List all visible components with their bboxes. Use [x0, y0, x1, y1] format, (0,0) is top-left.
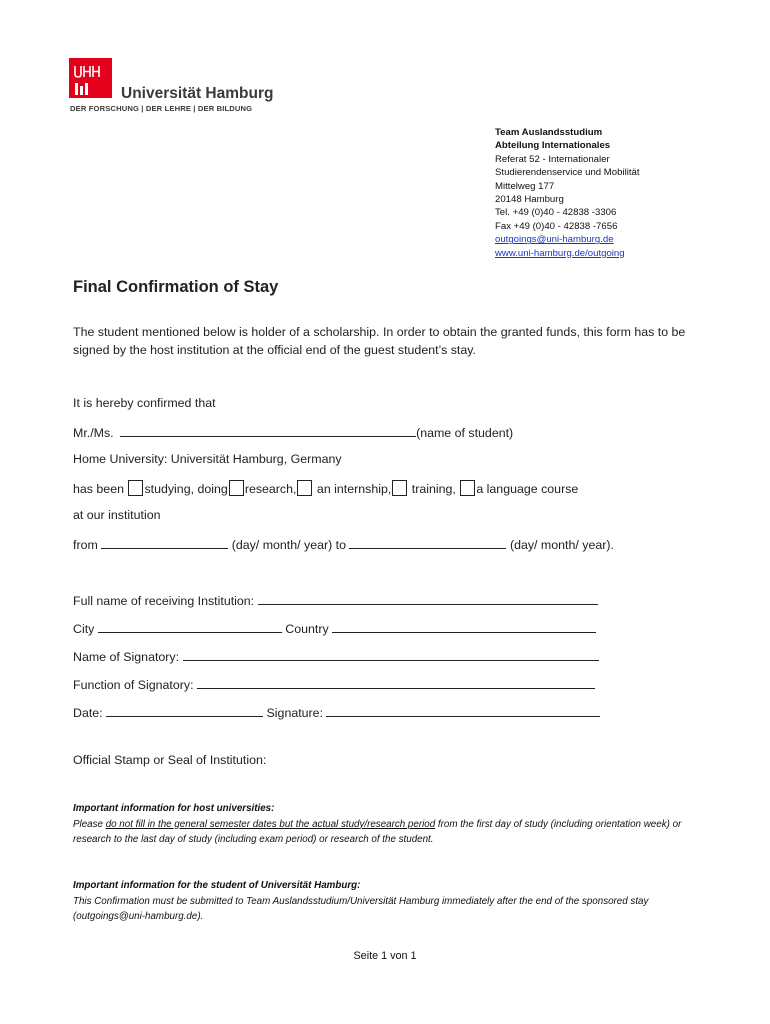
university-logo: [69, 58, 112, 98]
date-hint-end: (day/ month/ year).: [509, 538, 614, 552]
university-tagline: DER FORSCHUNG | DER LEHRE | DER BILDUNG: [70, 104, 253, 113]
date-signature-row: [73, 704, 600, 720]
website-link[interactable]: www.uni-hamburg.de/outgoing: [495, 247, 625, 259]
city-label: City: [73, 622, 95, 636]
has-been-label: has been: [73, 482, 124, 496]
address-service: Studierendenservice und Mobilität: [495, 167, 640, 179]
email-link[interactable]: outgoings@uni-hamburg.de: [495, 234, 614, 246]
address-team: Team Auslandsstudium: [495, 127, 603, 138]
training-checkbox[interactable]: [392, 480, 407, 496]
signatory-name-field[interactable]: [183, 648, 599, 661]
date-label: Date:: [73, 706, 103, 720]
language-course-checkbox[interactable]: [460, 480, 475, 496]
signatory-function-label: Function of Signatory:: [73, 678, 194, 692]
city-field[interactable]: [98, 620, 282, 633]
at-institution: at our institution: [73, 508, 161, 522]
host-info-text-underlined: do not fill in the general semester dates but the actual study/research period: [105, 818, 436, 830]
language-course-label: a language course: [476, 482, 579, 496]
research-checkbox[interactable]: [229, 480, 244, 496]
page-title: Final Confirmation of Stay: [73, 278, 279, 296]
signature-label: Signature:: [266, 706, 324, 720]
city-country-row: [73, 620, 596, 636]
stamp-label: Official Stamp or Seal of Institution:: [73, 753, 267, 767]
host-info-block: [73, 801, 713, 848]
institution-label: Full name of receiving Institution:: [73, 594, 255, 608]
university-name: Universität Hamburg: [121, 85, 274, 102]
from-label: from: [73, 538, 98, 552]
signatory-function-row: [73, 676, 595, 692]
address-fax: Fax +49 (0)40 - 42838 -7656: [495, 220, 618, 232]
student-name-field[interactable]: [120, 424, 416, 437]
country-label: Country: [285, 622, 329, 636]
address-block: [495, 126, 640, 260]
studying-checkbox[interactable]: [128, 480, 143, 496]
address-city: 20148 Hamburg: [495, 194, 564, 206]
date-range-row: [73, 536, 614, 552]
research-label: research,: [244, 482, 297, 496]
signatory-name-row: [73, 648, 599, 664]
student-name-row: [73, 424, 513, 440]
training-label: training,: [411, 482, 456, 496]
student-info-block: [73, 878, 713, 925]
address-street: Mittelweg 177: [495, 180, 555, 192]
salutation-label: Mr./Ms.: [73, 426, 114, 440]
address-department: Abteilung Internationales: [495, 140, 611, 152]
page-number: Seite 1 von 1: [353, 950, 417, 962]
internship-checkbox[interactable]: [297, 480, 312, 496]
institution-row: [73, 592, 598, 608]
date-field[interactable]: [106, 704, 263, 717]
studying-label: studying,: [144, 482, 195, 496]
address-referat: Referat 52 - Internationaler: [495, 153, 610, 165]
host-info-text: [73, 817, 713, 848]
student-info-heading: Important information for the student of Universität Hamburg:: [73, 880, 361, 891]
start-date-field[interactable]: [101, 536, 228, 549]
date-hint-to: (day/ month/ year) to: [231, 538, 347, 552]
host-info-text-post: from the first day of study (including orientation week) or research to the last day of study (including exam period) or research of the student.: [73, 818, 682, 845]
internship-label: an internship,: [316, 482, 392, 496]
activity-row: [73, 480, 578, 496]
intro-paragraph: The student mentioned below is holder of a scholarship. In order to obtain the granted funds, this form has to be signed by the host institution at the official end of the guest student’s stay.: [73, 325, 686, 357]
signatory-function-field[interactable]: [197, 676, 595, 689]
name-hint: (name of student): [416, 426, 514, 440]
institution-field[interactable]: [258, 592, 598, 605]
doing-label: doing: [197, 482, 228, 496]
address-tel: Tel. +49 (0)40 - 42838 -3306: [495, 207, 617, 219]
home-university: Home University: Universität Hamburg, Germany: [73, 452, 342, 466]
host-info-heading: Important information for host universities:: [73, 803, 275, 814]
confirmed-text: It is hereby confirmed that: [73, 396, 216, 410]
end-date-field[interactable]: [349, 536, 506, 549]
student-info-text: This Confirmation must be submitted to Team Auslandsstudium/Universität Hamburg immediately after the end of the sponsored stay (outgoings@uni-hamburg.de).: [73, 895, 649, 922]
signatory-name-label: Name of Signatory:: [73, 650, 180, 664]
uhh-logo-mark: [69, 58, 112, 98]
country-field[interactable]: [332, 620, 596, 633]
host-info-text-pre: Please: [73, 818, 106, 830]
signature-field[interactable]: [326, 704, 600, 717]
